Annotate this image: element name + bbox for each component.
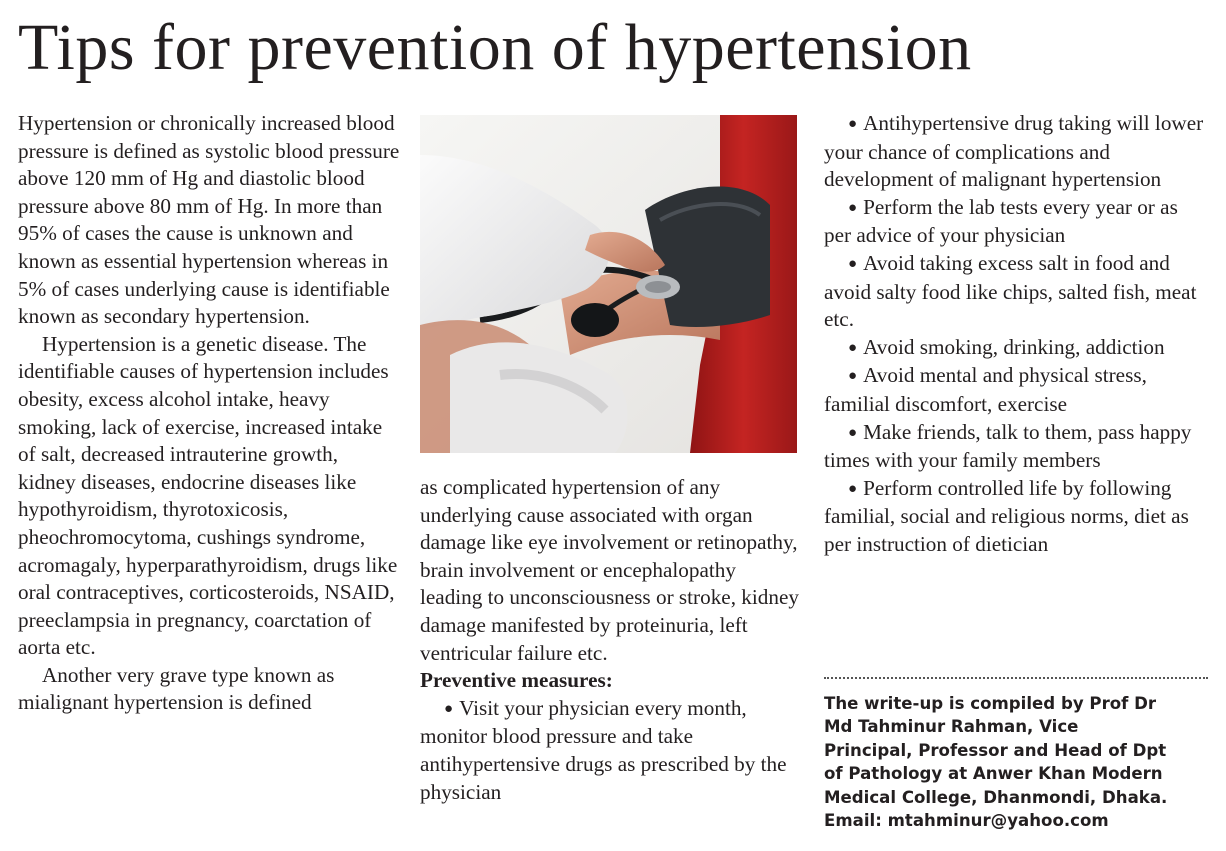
list-item <box>824 194 1208 250</box>
blood-pressure-measurement-icon <box>420 115 797 453</box>
credit-line: Principal, Professor and Head of Dpt <box>824 740 1167 760</box>
article-column-1 <box>18 110 400 717</box>
dotted-divider <box>824 677 1208 679</box>
credit-line: of Pathology at Anwer Khan Modern <box>824 764 1163 784</box>
list-item-text: Visit your physician every month, monitor blood pressure and take antihypertensive drugs as prescribed by the physician <box>420 695 787 804</box>
bullet-icon: ● <box>848 424 858 441</box>
bullet-icon: ● <box>848 255 858 272</box>
list-item <box>824 419 1208 475</box>
paragraph-causes: Hypertension is a genetic disease. The identifiable causes of hypertension includes obesity, excess alcohol intake, heavy smoking, lack of exercise, increased intake of salt, decreased intrauterine growth, kidney diseases, endocrine diseases like hypothyroidism, thyrotoxicosis, pheochromocytoma, cushings syndrome, acromagaly, hyperparathyroidism, drugs like oral contraceptives, corticosteroids, NSAID, preeclampsia in pregnancy, coarctation of aorta etc. <box>18 331 398 660</box>
list-item-text: Perform controlled life by following familial, social and religious norms, diet as per instruction of dietician <box>824 475 1189 556</box>
paragraph-complications: as complicated hypertension of any underlying cause associated with organ damage like eye involvement or retinopathy, brain involvement or encephalopathy leading to unconsciousness or stroke, kidney damage manifested by proteinuria, left ventricular failure etc. <box>420 475 799 665</box>
blood-pressure-photo <box>420 115 797 453</box>
bullet-icon: ● <box>848 116 858 132</box>
list-item-text: Antihypertensive drug taking will lower your chance of complications and development of malignant hypertension <box>824 111 1204 192</box>
list-item <box>824 250 1208 334</box>
list-item-text: Avoid taking excess salt in food and avoid salty food like chips, salted fish, meat etc. <box>824 250 1197 332</box>
credit-line: The write-up is compiled by Prof Dr <box>824 694 1157 713</box>
bullet-icon: ● <box>444 700 454 717</box>
list-item <box>824 334 1208 363</box>
bullet-icon: ● <box>848 480 858 497</box>
article-column-3 <box>824 110 1208 559</box>
credit-line: Medical College, Dhanmondi, Dhaka. <box>824 787 1168 807</box>
list-item-text: Avoid smoking, drinking, addiction <box>863 334 1165 359</box>
list-item-text: Avoid mental and physical stress, familial discomfort, exercise <box>824 363 1147 416</box>
list-item <box>824 475 1208 559</box>
preventive-measures-heading: Preventive measures: <box>420 668 613 693</box>
list-item-text: Perform the lab tests every year or as per advice of your physician <box>824 194 1178 248</box>
author-credit <box>824 692 1214 832</box>
bullet-icon: ● <box>848 368 858 385</box>
list-item <box>824 110 1208 194</box>
bullet-icon: ● <box>848 199 858 216</box>
bullet-icon: ● <box>848 339 858 356</box>
list-item-text: Make friends, talk to them, pass happy times with your family members <box>824 419 1192 473</box>
credit-email[interactable]: Email: mtahminur@yahoo.com <box>824 811 1109 831</box>
page-title: Tips for prevention of hypertension <box>18 11 972 84</box>
article-column-2 <box>420 474 802 806</box>
list-item <box>420 695 802 806</box>
paragraph-malignant: Another very grave type known as mialignant hypertension is defined <box>18 662 335 715</box>
credit-line: Md Tahminur Rahman, Vice <box>824 717 1079 737</box>
list-item <box>824 362 1208 418</box>
paragraph-definition: Hypertension or chronically increased blood pressure is defined as systolic blood pressure above 120 mm of Hg and diastolic blood pressure above 80 mm of Hg. In more than 95% of cases the cause is unknown and known as essential hypertension whereas in 5% of cases underlying cause is identifiable known as secondary hypertension. <box>18 111 400 329</box>
